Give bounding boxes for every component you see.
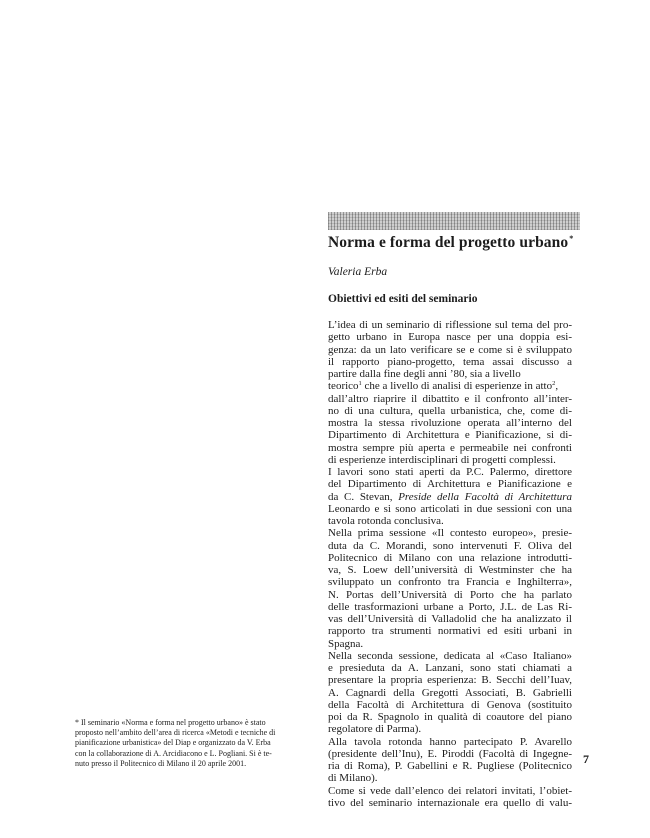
body-line: di Milano). (328, 772, 378, 785)
body-line: delle trasformazioni urbane a Porto, J.L. de Las Ri- (328, 600, 572, 613)
body-line: Dipartimento di Architettura e Pianificazione, si di- (328, 429, 572, 442)
body-line: no di una cultura, quella urbanistica, che, come di- (328, 404, 572, 417)
body-line: tavola rotonda conclusiva. (328, 515, 444, 527)
footnote-line: con la collaborazione di A. Arcidiacono e L. Pogliani. Si è te- (75, 748, 272, 758)
body-line: sviluppato un confronto tra Francia e Inghilterra», (328, 576, 572, 589)
italic-text: Preside della Facoltà di Architettura (398, 490, 572, 503)
body-line: (presidente dell’Inu), E. Piroddi (Facoltà di Ingegne- (328, 747, 572, 760)
body-line: partire dalla fine degli anni ’80, sia a livello (328, 368, 521, 380)
body-line: va, S. Loew dell’università di Westminster che ha (328, 564, 572, 576)
body-line: Come si vede dall’elenco dei relatori invitati, l’obiet- (328, 784, 572, 797)
body-line: ria di Roma), P. Gabellini e R. Pugliese (Politecnico (328, 760, 572, 772)
footnote-line: pianificazione urbanistica» del Diap e organizzato da V. Erba (75, 738, 271, 748)
footnote-line: * Il seminario «Norma e forma nel progetto urbano» è stato (75, 718, 266, 727)
article-title (328, 234, 588, 252)
body-line: mostra sempre più aperta e permeabile nei confronti (328, 441, 572, 454)
text-segment: teorico (328, 380, 359, 393)
body-line: e presieduta da A. Lanzani, sono stati chiamati a (328, 662, 572, 674)
body-line: regolatore di Parma). (328, 723, 422, 736)
page-number: 7 (583, 752, 589, 766)
body-line: genza: da un lato verificare se e come si è sviluppato (328, 343, 572, 356)
footnote-reference: 1 (358, 380, 362, 388)
body-line: I lavori sono stati aperti da P.C. Palermo, direttore (328, 466, 572, 478)
title-footnote-marker: * (569, 234, 574, 243)
body-line: mostra la stessa rivoluzione operata all’interno del (328, 417, 572, 429)
body-line: L’idea di un seminario di riflessione sul tema del pro- (328, 319, 572, 331)
header-decorative-band (328, 212, 580, 230)
body-line: del Dipartimento di Architettura e Pianificazione e (328, 478, 572, 491)
body-line (328, 380, 572, 392)
body-line: Nella prima sessione «Il contesto europeo», presie- (328, 527, 572, 540)
article-body (328, 319, 572, 809)
body-line: duta da C. Morandi, sono intervenuti F. Oliva del (328, 539, 572, 552)
body-line: della Facoltà di Architettura di Genova (sostituito (328, 698, 572, 711)
footnote-line: proposto nell’ambito dell’area di ricerca «Metodi e tecniche di (75, 728, 276, 738)
text-segment: , (555, 380, 559, 393)
body-line: tivo del seminario internazionale era quello di valu- (328, 796, 572, 809)
body-line: presentare la propria esperienza: B. Secchi dell’Iuav, (328, 674, 572, 687)
article-title-text: Norma e forma del progetto urbano (328, 234, 569, 251)
body-line: A. Cagnardi della Gregotti Associati, B. Gabrielli (328, 686, 572, 699)
body-line: Alla tavola rotonda hanno partecipato P. Avarello (328, 735, 572, 748)
body-line: N. Portas dell’Università di Porto che ha parlato (328, 588, 572, 601)
footnote (75, 718, 307, 769)
body-line (328, 491, 572, 503)
text-segment: da C. Stevan, (328, 490, 399, 503)
body-line: Politecnico di Milano con una relazione introdutti- (328, 551, 572, 564)
body-line: Leonardo e si sono articolati in due sessioni con una (328, 502, 572, 515)
author-name: Valeria Erba (328, 266, 388, 278)
footnote-line: nuto presso il Politecnico di Milano il 20 aprile 2001. (75, 758, 247, 768)
body-line: Nella seconda sessione, dedicata al «Caso Italiano» (328, 649, 572, 662)
body-line: dall’altro riaprire il dibattito e il confronto all’inter- (328, 392, 572, 405)
body-line: il rapporto piano-progetto, tema assai discusso a (328, 355, 572, 368)
footnote-reference: 2 (552, 380, 556, 388)
body-line: di esperienze interdisciplinari di progetti complessi. (328, 453, 556, 466)
body-line: vas dell’Università di Valladolid che ha analizzato il (328, 613, 572, 625)
body-line: poi da R. Spagnolo in qualità di coautore del piano (328, 711, 572, 723)
body-line: Spagna. (328, 637, 364, 650)
body-line: rapporto tra strumenti normativi ed esiti urbani in (328, 625, 572, 638)
body-line: getto urbano in Europa nasce per una doppia esi- (328, 331, 572, 344)
text-segment: che a livello di analisi di esperienze in atto (361, 380, 553, 393)
section-heading: Obiettivi ed esiti del seminario (328, 293, 478, 305)
